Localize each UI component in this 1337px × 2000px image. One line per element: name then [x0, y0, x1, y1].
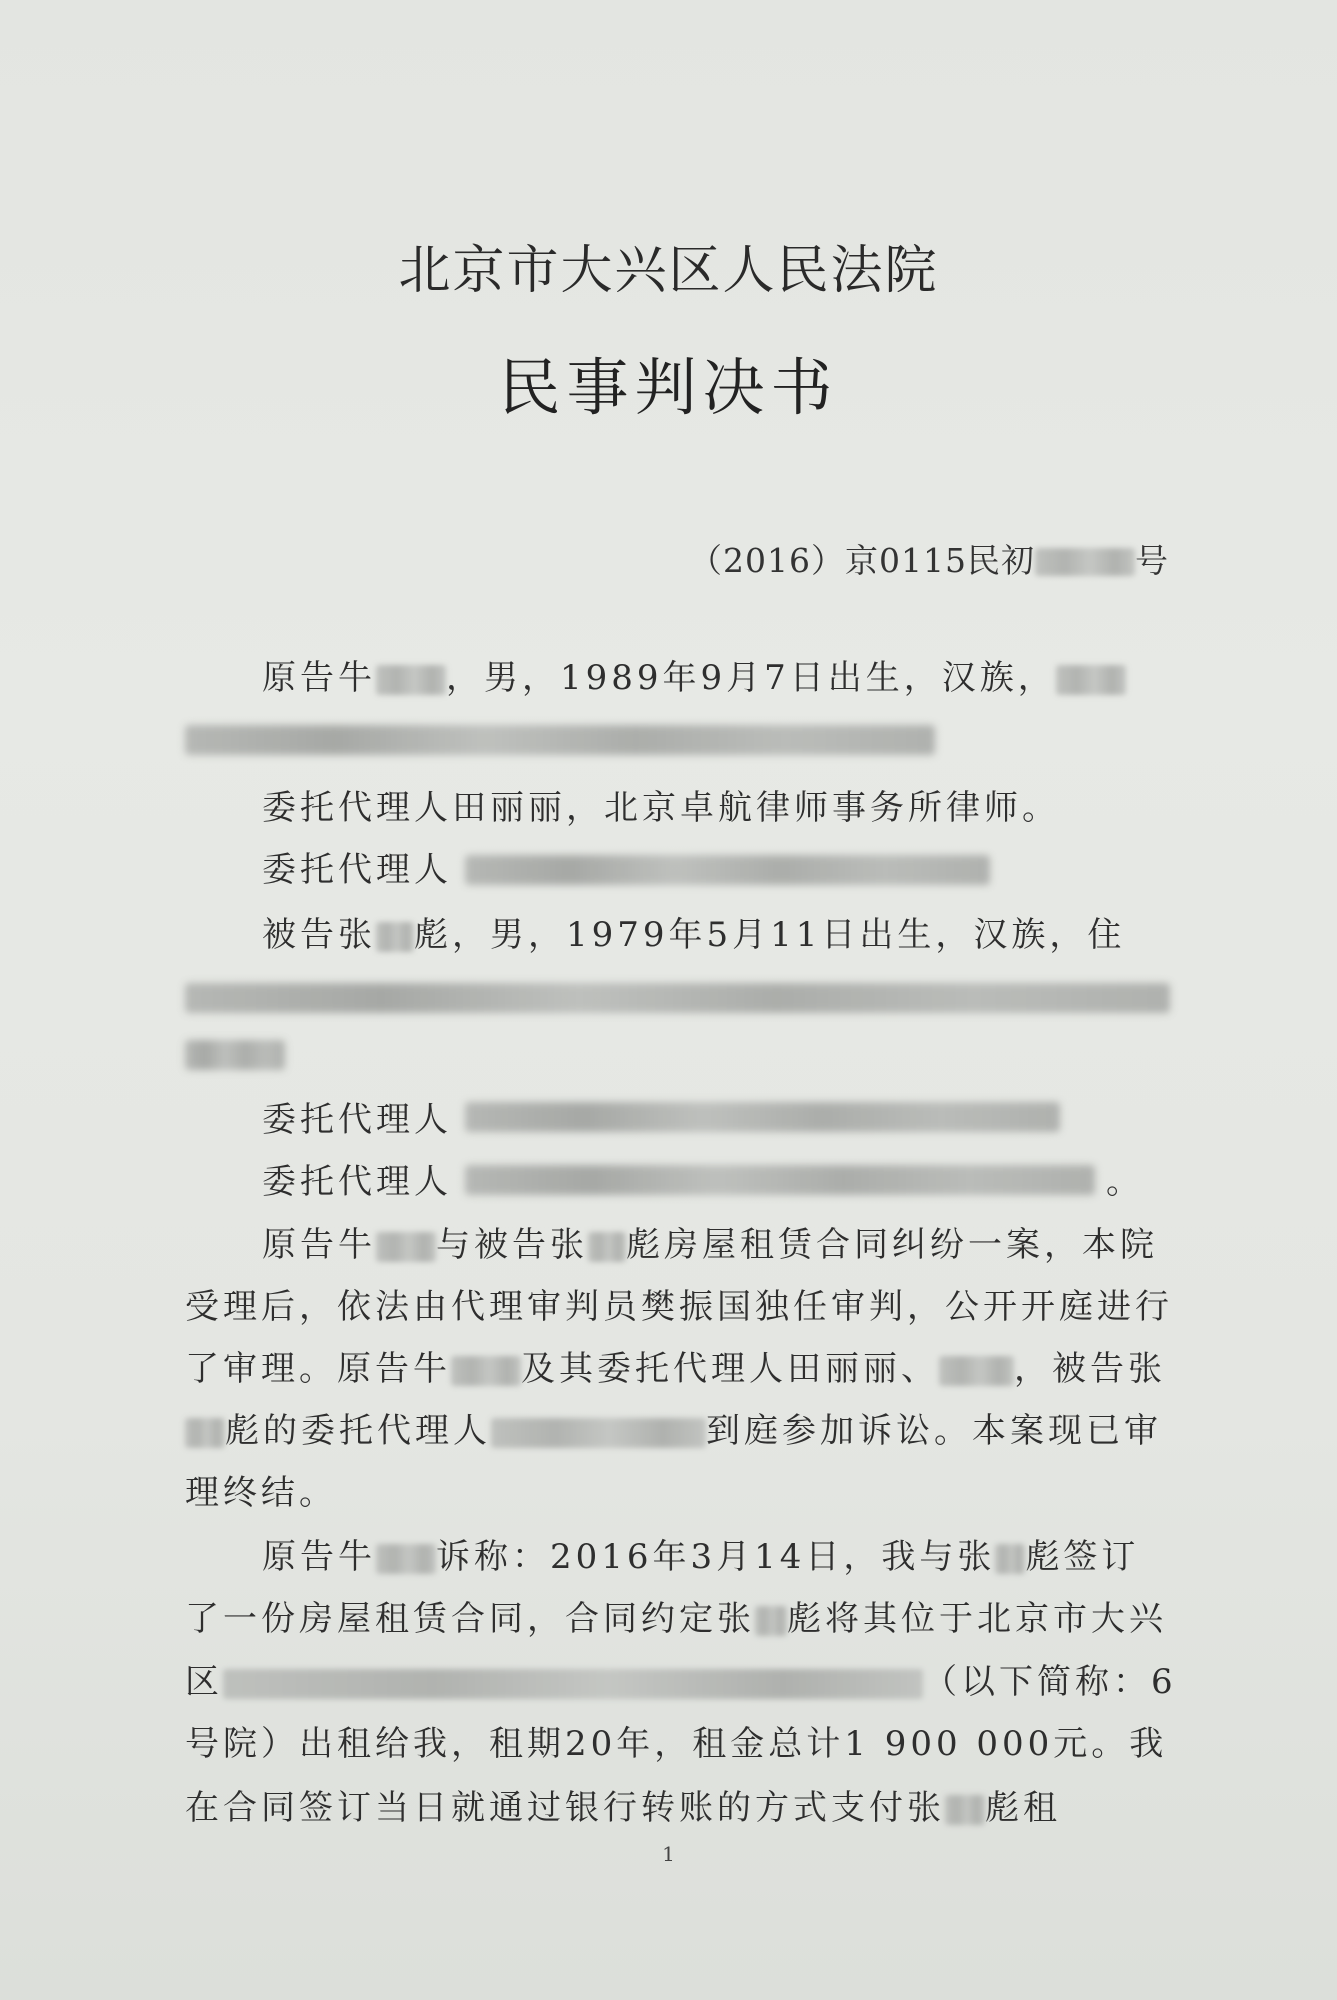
- text: 了审理。原告牛: [185, 1349, 451, 1389]
- redaction: [465, 1165, 1095, 1195]
- redaction: [465, 855, 990, 885]
- text: ，被告张: [1014, 1349, 1166, 1389]
- plaintiff-agent-1: 委托代理人田丽丽，北京卓航律师事务所律师。: [262, 788, 1060, 828]
- paragraph-line: [262, 1537, 1139, 1577]
- plaintiff-info: ，男，1989年9月7日出生，汉族，: [446, 658, 1056, 698]
- defendant-info: 彪，男，1979年5月11日出生，汉族，住: [414, 915, 1126, 955]
- text: 原告牛: [262, 1225, 376, 1265]
- text: 在合同签订当日就通过银行转账的方式支付张: [185, 1788, 945, 1828]
- paragraph-line: [185, 1788, 1061, 1828]
- redaction: [945, 1795, 985, 1825]
- redaction: [185, 725, 935, 755]
- paragraph-line: 理终结。: [185, 1473, 337, 1513]
- case-number-prefix: （2016）京0115民初: [689, 541, 1035, 580]
- agent-label: 委托代理人: [262, 850, 452, 890]
- paragraph-line: [185, 1349, 1166, 1389]
- paragraph-line: [262, 1225, 1158, 1265]
- document-type-title: 民事判决书: [498, 351, 839, 424]
- text: 及其委托代理人田丽丽、: [521, 1349, 939, 1389]
- text: 了一份房屋租赁合同，合同约定张: [185, 1599, 755, 1639]
- defendant-line: [262, 915, 1125, 955]
- text: 彪租: [985, 1788, 1061, 1828]
- text: 彪的委托代理人: [225, 1411, 491, 1451]
- redaction: [376, 922, 414, 952]
- redaction: [376, 1544, 436, 1574]
- text: 原告牛: [262, 1537, 376, 1577]
- text: 彪签订: [1025, 1537, 1140, 1577]
- sentence-end: 。: [1106, 1162, 1144, 1202]
- page-number: 1: [662, 1842, 675, 1866]
- paragraph-line: 号院）出租给我，租期20年，租金总计1 900 000元。我: [185, 1724, 1168, 1764]
- agent-label: 委托代理人: [262, 1162, 452, 1202]
- case-number-suffix: 号: [1135, 541, 1169, 580]
- paragraph-line: [185, 1662, 1177, 1702]
- plaintiff-line: [262, 658, 1126, 698]
- text: 到庭参加诉讼。本案现已审: [706, 1411, 1162, 1451]
- plaintiff-label: 原告牛: [262, 658, 376, 698]
- paragraph-line: 受理后，依法由代理审判员樊振国独任审判，公开开庭进行: [185, 1287, 1173, 1327]
- redaction: [376, 1232, 436, 1262]
- redaction: [376, 665, 446, 695]
- redaction: [451, 1356, 521, 1386]
- redaction: [1056, 665, 1126, 695]
- redaction: [588, 1232, 626, 1262]
- text: 与被告张: [436, 1225, 588, 1265]
- redaction: [755, 1606, 787, 1636]
- text: 彪将其位于北京市大兴: [787, 1599, 1167, 1639]
- redaction: [223, 1669, 923, 1699]
- agent-label: 委托代理人: [262, 1100, 452, 1140]
- redaction: [491, 1418, 706, 1448]
- text: 彪房屋租赁合同纠纷一案，本院: [626, 1225, 1158, 1265]
- paragraph-line: [185, 1411, 1162, 1451]
- text: （以下简称：6: [923, 1662, 1177, 1702]
- redaction: [185, 1418, 225, 1448]
- redaction: [185, 983, 1170, 1013]
- text: 区: [185, 1662, 223, 1702]
- redaction: [939, 1356, 1014, 1386]
- defendant-agent-1: [262, 1100, 452, 1140]
- defendant-label: 被告张: [262, 915, 376, 955]
- redaction: [995, 1544, 1025, 1574]
- redaction: [185, 1040, 285, 1070]
- court-name: 北京市大兴区人民法院: [398, 241, 939, 301]
- plaintiff-agent-2: [262, 850, 452, 890]
- redaction: [465, 1102, 1060, 1132]
- paragraph-line: [185, 1599, 1167, 1639]
- defendant-agent-2: [262, 1162, 452, 1202]
- text: 诉称：2016年3月14日，我与张: [436, 1537, 996, 1577]
